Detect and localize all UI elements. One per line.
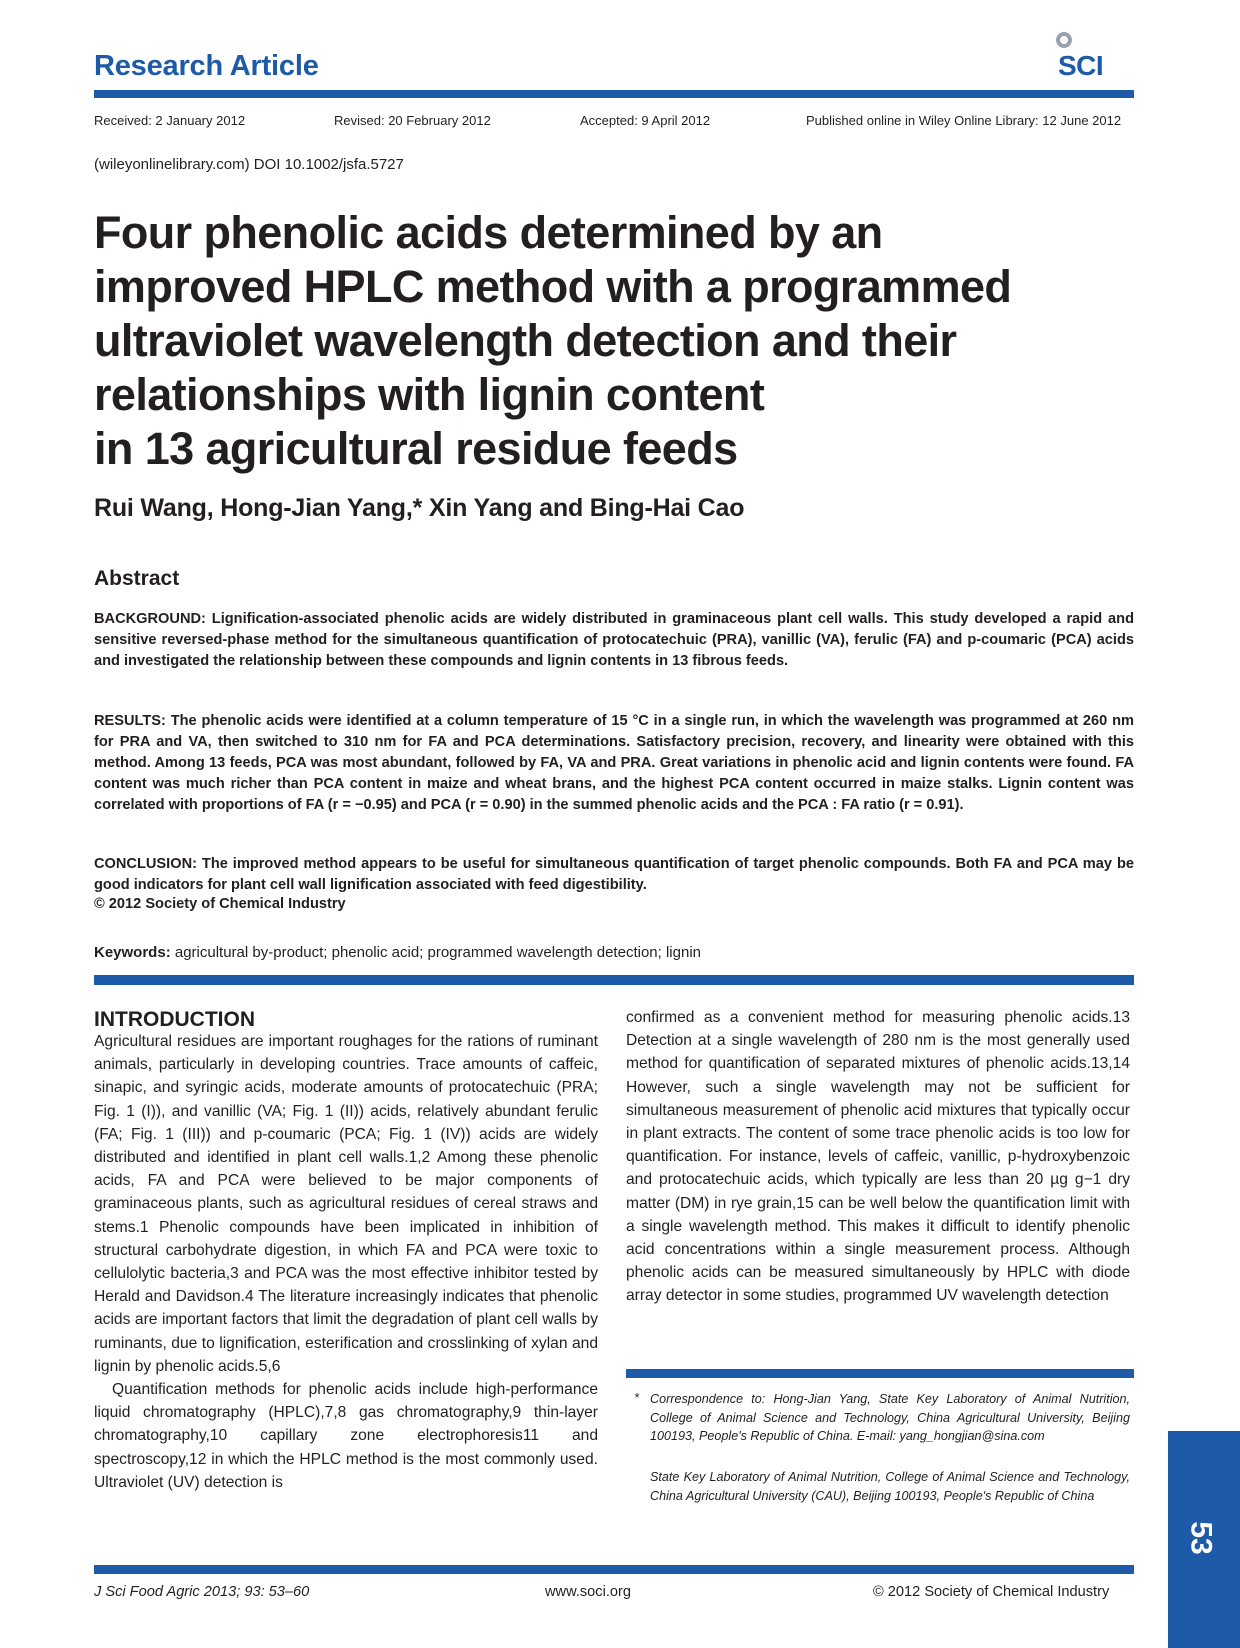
authors: Rui Wang, Hong-Jian Yang,* Xin Yang and Bing-Hai Cao [94, 494, 745, 522]
background-label: BACKGROUND: [94, 611, 206, 627]
abstract-results [94, 711, 1134, 816]
page-number-tab [1168, 1431, 1240, 1648]
revised-date: Revised: 20 February 2012 [334, 113, 491, 128]
paper-title [94, 206, 1144, 476]
correspondence-footnote: Correspondence to: Hong-Jian Yang, State Key Laboratory of Animal Nutrition, College of Animal Science and Technology, China Agricultural University, Beijing 100193, People's Republic of China. E-mail: yang_hongjian@sina.com [650, 1392, 1130, 1443]
journal-citation: J Sci Food Agric 2013; 93: 53–60 [94, 1584, 310, 1600]
abstract-rule [94, 975, 1134, 985]
abstract-copyright: © 2012 Society of Chemical Industry [94, 896, 346, 912]
footer-copyright: © 2012 Society of Chemical Industry [873, 1584, 1110, 1600]
title-line: Four phenolic acids determined by an [94, 207, 883, 258]
intro-paragraph: Quantification methods for phenolic acids include high-performance liquid chromatography (HPLC),7,8 gas chromatography,9 thin-layer chromatography,10 capillary zone electrophoresis11 and spectroscopy,12 in which the HPLC method is the most commonly used. Ultraviolet (UV) detection is [94, 1381, 598, 1491]
title-line: relationships with lignin content [94, 369, 765, 420]
footnote-rule [626, 1369, 1134, 1378]
logo-ring-icon [1056, 32, 1072, 48]
background-text: Lignification-associated phenolic acids are widely distributed in graminaceous plant cell walls. This study developed a rapid and sensitive reversed-phase method for the simultaneous quantification of protocatechuic (PRA), vanillic (VA), ferulic (FA) and p-coumaric (PCA) acids and investigated the relationship between these compounds and lignin contents in 13 fibrous feeds. [94, 611, 1134, 669]
logo-text: SCI [1058, 50, 1104, 81]
received-date: Received: 2 January 2012 [94, 113, 246, 128]
doi: (wileyonlinelibrary.com) DOI 10.1002/jsfa.5727 [94, 156, 404, 173]
right-column [626, 1006, 1130, 1308]
keywords [94, 944, 701, 961]
article-type: Research Article [94, 50, 319, 82]
abstract-background [94, 609, 1134, 672]
footnote-marker: * [634, 1390, 640, 1405]
keywords-text: agricultural by-product; phenolic acid; programmed wavelength detection; lignin [174, 944, 701, 961]
published-date: Published online in Wiley Online Library: 12 June 2012 [806, 113, 1122, 128]
left-column [94, 1030, 598, 1494]
results-label: RESULTS: [94, 713, 166, 729]
results-text: The phenolic acids were identified at a column temperature of 15 °C in a single run, in which the wavelength was programmed at 260 nm for PRA and VA, then switched to 310 nm for FA and PCA determinations. Satisfactory precision, recovery, and linearity were obtained with this method. Among 13 feeds, PCA was most abundant, followed by FA, VA and PRA. Great variations in phenolic acid and lignin contents were found. FA content was much richer than PCA content in maize and wheat brans, and the highest PCA content occurred in maize stalks. Lignin content was correlated with proportions of FA (r = −0.95) and PCA (r = 0.90) in the summed phenolic acids and the PCA : FA ratio (r = 0.91). [94, 713, 1134, 813]
conclusion-text: The improved method appears to be useful for simultaneous quantification of target phenolic compounds. Both FA and PCA may be good indicators for plant cell wall lignification associated with feed digestibility. [94, 856, 1134, 893]
footer-rule [94, 1565, 1134, 1574]
header-rule [94, 90, 1134, 98]
abstract-heading: Abstract [94, 567, 180, 590]
title-line: improved HPLC method with a programmed [94, 261, 1012, 312]
website: www.soci.org [545, 1584, 631, 1600]
title-line: ultraviolet wavelength detection and their [94, 315, 957, 366]
intro-paragraph: confirmed as a convenient method for measuring phenolic acids.13 Detection at a single wavelength of 280 nm is the most generally used method for quantification of separated mixtures of phenolic acids.13,14 However, such a single wavelength may not be sufficient for simultaneous measurement of phenolic acid mixtures that typically occur in plant extracts. The content of some trace phenolic acids is too low for quantification. For instance, levels of caffeic, vanillic, p-hydroxybenzoic and protocatechuic acids, which typically are less than 20 µg g−1 dry matter (DM) in rye grain,15 can be well below the quantification limit with a single wavelength method. This makes it difficult to identify phenolic acid concentrations within a single measurement process. Although phenolic acids can be measured simultaneously by HPLC with diode array detector in some studies, programmed UV wavelength detection [626, 1009, 1130, 1305]
intro-paragraph: Agricultural residues are important roughages for the rations of ruminant animals, particularly in developing countries. Trace amounts of caffeic, sinapic, and syringic acids, moderate amounts of protocatechuic (PRA; Fig. 1 (I)), and vanillic (VA; Fig. 1 (II)) acids, relatively abundant ferulic (FA; Fig. 1 (III)) and p-coumaric (PCA; Fig. 1 (IV)) acids are widely distributed and identified in plant cell walls.1,2 Among these phenolic acids, FA and PCA were believed to be major components of graminaceous plants, such as agricultural residues of cereal straws and stems.1 Phenolic compounds have been implicated in inhibition of structural carbohydrate digestion, in which FA and PCA were toxic to cellulolytic bacteria,3 and PCA was the most effective inhibitor tested by Herald and Davidson.4 The literature increasingly indicates that phenolic acids are important factors that limit the degradation of plant cell walls by ruminants, due to lignification, esterification and crosslinking of xylan and lignin by phenolic acids.5,6 [94, 1033, 598, 1375]
accepted-date: Accepted: 9 April 2012 [580, 113, 711, 128]
page-number: 53 [1184, 1521, 1218, 1555]
keywords-label: Keywords: [94, 944, 171, 961]
title-line: in 13 agricultural residue feeds [94, 423, 738, 474]
conclusion-label: CONCLUSION: [94, 856, 197, 872]
sci-logo [1052, 30, 1132, 82]
introduction-heading: INTRODUCTION [94, 1008, 255, 1031]
affiliation-footnote: State Key Laboratory of Animal Nutrition, College of Animal Science and Technology, China Agricultural University (CAU), Beijing 100193, People's Republic of China [650, 1470, 1130, 1503]
abstract-conclusion [94, 854, 1134, 896]
